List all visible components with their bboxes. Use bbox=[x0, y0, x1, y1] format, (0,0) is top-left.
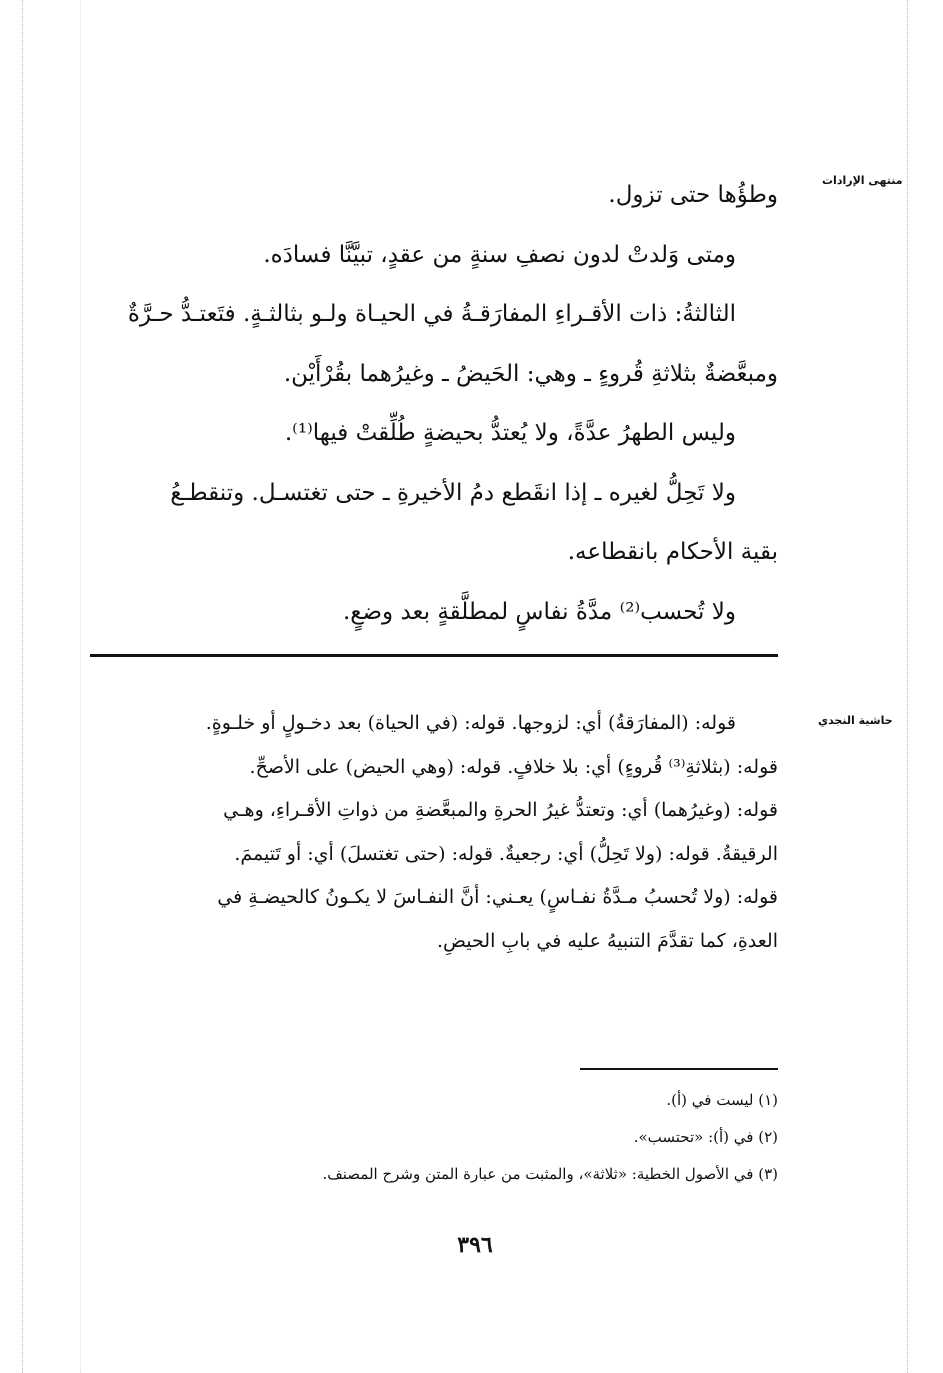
hashiya-line: قوله: (ولا تُحسبُ مـدَّةُ نفـاسٍ) يعـني: أنَّ النفـاسَ لا يكـونُ كالحيضـةِ في bbox=[217, 886, 778, 908]
margin-label-hashiya: حاشية النجدي bbox=[818, 714, 893, 727]
footnote-divider bbox=[580, 1068, 778, 1070]
hashiya-line: قوله: (المفارَقةُ) أي: لزوجها. قوله: (في الحياة) بعد دخـولٍ أو خلـوةٍ. bbox=[205, 712, 736, 734]
scan-edge-right bbox=[907, 0, 908, 1373]
footnotes bbox=[200, 1082, 778, 1193]
footnote-item: (٢) في (أ): «تحتسب». bbox=[633, 1128, 778, 1146]
page-number: ٣٩٦ bbox=[457, 1232, 493, 1258]
hashiya-text bbox=[88, 702, 778, 963]
matn-line: الثالثةُ: ذات الأقـراءِ المفارَقـةُ في الحيـاة ولـو بثالثـةٍ. فتَعتـدُّ حـرَّةٌ bbox=[127, 301, 736, 327]
matn-line: ولا تَحِلُّ لغيره ـ إذا انقَطع دمُ الأخيرةِ ـ حتى تغتسـل. وتنقطـعُ bbox=[170, 479, 736, 506]
hashiya-line: الرقيقةُ. قوله: (ولا تَحِلُّ) أي: رجعيةٌ. قوله: (حتى تغتسلَ) أي: أو تَتيممَ. bbox=[234, 842, 778, 865]
hashiya-line: قوله: (بثلاثةِ⁽³⁾ قُروءٍ) أي: بلا خلافٍ. قوله: (وهي الحيض) على الأصحِّ. bbox=[249, 755, 778, 778]
footnote-item: (١) ليست في (أ). bbox=[666, 1091, 778, 1109]
matn-line: ومتى وَلدتْ لدون نصفِ سنةٍ من عقدٍ، تبيَّنَّا فسادَه. bbox=[263, 241, 736, 268]
matn-line: وليس الطهرُ عدَّةً، ولا يُعتدُّ بحيضةٍ طُلِّقتْ فيها⁽¹⁾. bbox=[284, 420, 736, 446]
margin-label-matn: منتهى الإرادات bbox=[822, 174, 903, 187]
matn-line: ومبعَّضةٌ بثلاثةِ قُروءٍ ـ وهي: الحَيضُ ـ وغيرُهما بقُرْأَيْن. bbox=[283, 360, 778, 387]
section-divider bbox=[90, 654, 778, 657]
hashiya-line: العدةِ، كما تقدَّمَ التنبيهُ عليه في بابِ الحيضِ. bbox=[436, 929, 778, 952]
matn-line: بقية الأحكام بانقطاعه. bbox=[567, 539, 778, 565]
matn-text bbox=[88, 166, 778, 642]
matn-line: وطؤُها حتى تزول. bbox=[608, 182, 778, 208]
hashiya-line: قوله: (وغيرُهما) أي: وتعتدُّ غيرُ الحرةِ والمبعَّضةِ من ذواتِ الأقـراءِ، وهـي bbox=[223, 799, 778, 821]
scan-edge-left bbox=[22, 0, 23, 1373]
footnote-item: (٣) في الأصول الخطية: «ثلاثة»، والمثبت من عبارة المتن وشرح المصنف. bbox=[322, 1165, 778, 1183]
matn-line: ولا تُحسب⁽²⁾ مدَّةُ نفاسٍ لمطلَّقةٍ بعد وضعٍ. bbox=[342, 598, 736, 625]
scan-edge-left-inner bbox=[80, 0, 81, 1373]
